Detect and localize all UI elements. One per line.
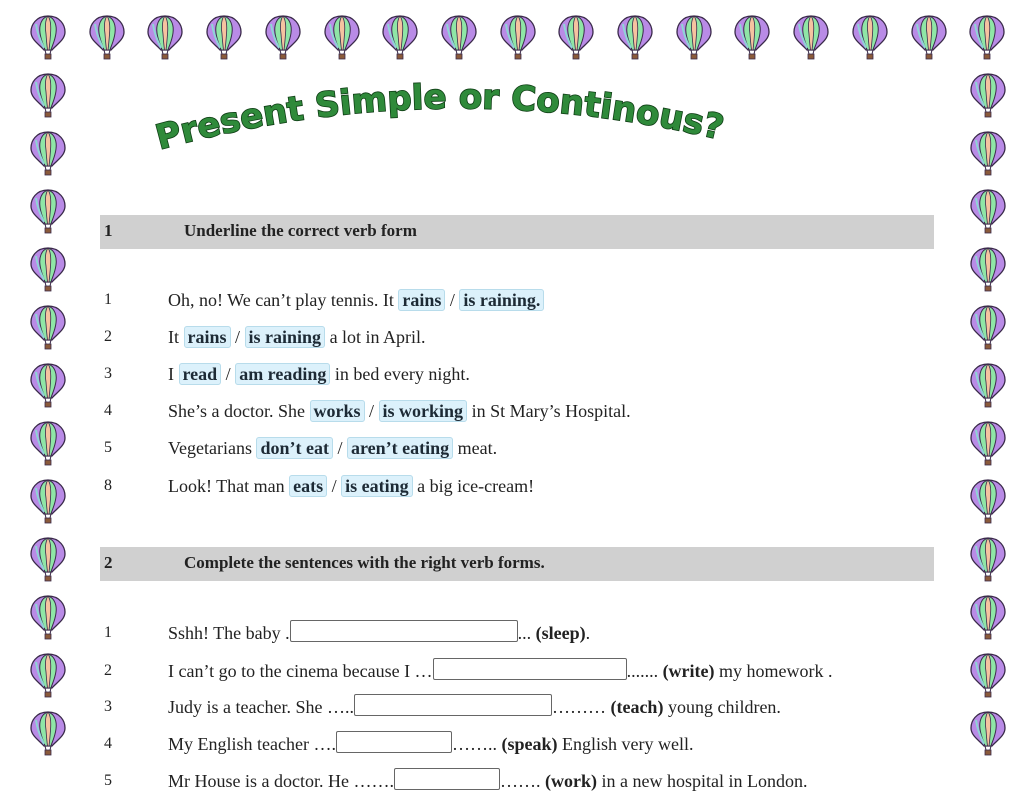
dots: .......	[626, 661, 663, 681]
sentence-text: I	[168, 364, 179, 384]
hot-air-balloon-icon	[615, 14, 655, 60]
verb-option-1[interactable]: don’t eat	[256, 437, 333, 459]
hot-air-balloon-icon	[909, 14, 949, 60]
verb-option-2[interactable]: is raining	[245, 326, 326, 348]
verb-hint: (teach)	[610, 697, 664, 717]
sentence-text: She’s a doctor. She	[168, 401, 310, 421]
item-number: 4	[104, 735, 112, 752]
dots: ……..	[451, 734, 502, 754]
answer-field[interactable]	[336, 731, 452, 753]
dots: …….	[499, 771, 545, 791]
hot-air-balloon-icon	[28, 246, 68, 292]
hot-air-balloon-icon	[28, 362, 68, 408]
hot-air-balloon-icon	[322, 14, 362, 60]
option-separator: /	[364, 401, 379, 421]
hot-air-balloon-icon	[732, 14, 772, 60]
sentence-text: .	[585, 623, 591, 643]
hot-air-balloon-icon	[28, 594, 68, 640]
hot-air-balloon-icon	[28, 130, 68, 176]
sentence-text: a big ice-cream!	[412, 476, 535, 496]
hot-air-balloon-icon	[968, 72, 1008, 118]
dots: ………	[551, 697, 611, 717]
hot-air-balloon-icon	[968, 420, 1008, 466]
sentence-text: Look! That man	[168, 476, 290, 496]
hot-air-balloon-icon	[87, 14, 127, 60]
item-number: 2	[104, 328, 112, 345]
verb-option-1[interactable]: read	[179, 363, 222, 385]
sentence-text: my homework .	[714, 661, 833, 681]
hot-air-balloon-icon	[968, 188, 1008, 234]
hot-air-balloon-icon	[28, 478, 68, 524]
item-number: 1	[104, 291, 112, 308]
section-1-header	[100, 215, 934, 249]
hot-air-balloon-icon	[967, 14, 1007, 60]
item-number: 2	[104, 662, 112, 679]
sentence-text: in St Mary’s Hospital.	[467, 401, 631, 421]
item-number: 3	[104, 365, 112, 382]
verb-option-2[interactable]: am reading	[235, 363, 330, 385]
verb-hint: (speak)	[501, 734, 558, 754]
answer-field[interactable]	[354, 694, 552, 716]
hot-air-balloon-icon	[791, 14, 831, 60]
hot-air-balloon-icon	[968, 536, 1008, 582]
hot-air-balloon-icon	[968, 304, 1008, 350]
hot-air-balloon-icon	[28, 420, 68, 466]
hot-air-balloon-icon	[498, 14, 538, 60]
verb-option-2[interactable]: is eating	[341, 475, 413, 497]
sentence-text: in bed every night.	[330, 364, 470, 384]
option-separator: /	[221, 364, 236, 384]
sentence-text: young children.	[663, 697, 781, 717]
hot-air-balloon-icon	[968, 130, 1008, 176]
verb-option-1[interactable]: rains	[184, 326, 231, 348]
hot-air-balloon-icon	[968, 362, 1008, 408]
hot-air-balloon-icon	[145, 14, 185, 60]
item-number: 1	[104, 624, 112, 641]
hot-air-balloon-icon	[28, 72, 68, 118]
verb-hint: (sleep)	[535, 623, 586, 643]
option-separator: /	[445, 290, 460, 310]
verb-option-1[interactable]: eats	[289, 475, 327, 497]
hot-air-balloon-icon	[850, 14, 890, 60]
sentence-text: English very well.	[557, 734, 694, 754]
svg-text:Present Simple or Continous?: Present Simple or Continous?	[151, 78, 728, 159]
answer-field[interactable]	[394, 768, 500, 790]
verb-hint: (write)	[662, 661, 715, 681]
hot-air-balloon-icon	[28, 710, 68, 756]
hot-air-balloon-icon	[263, 14, 303, 60]
sentence-text: Sshh! The baby .	[168, 623, 290, 643]
hot-air-balloon-icon	[556, 14, 596, 60]
verb-option-2[interactable]: aren’t eating	[347, 437, 453, 459]
hot-air-balloon-icon	[28, 304, 68, 350]
sentence-text: My English teacher ….	[168, 734, 336, 754]
hot-air-balloon-icon	[28, 536, 68, 582]
sentence-text: Mr House is a doctor. He …….	[168, 771, 394, 791]
hot-air-balloon-icon	[968, 246, 1008, 292]
answer-field[interactable]	[290, 620, 518, 642]
hot-air-balloon-icon	[968, 710, 1008, 756]
sentence-text: Judy is a teacher. She …..	[168, 697, 354, 717]
verb-option-1[interactable]: rains	[398, 289, 445, 311]
hot-air-balloon-icon	[968, 478, 1008, 524]
item-number: 5	[104, 439, 112, 456]
verb-option-2[interactable]: is working	[379, 400, 468, 422]
section-title: Underline the correct verb form	[184, 221, 417, 240]
section-title: Complete the sentences with the right verb forms.	[184, 553, 545, 572]
answer-field[interactable]	[433, 658, 627, 680]
item-number: 5	[104, 772, 112, 789]
hot-air-balloon-icon	[28, 188, 68, 234]
sentence-text: a lot in April.	[325, 327, 426, 347]
hot-air-balloon-icon	[28, 652, 68, 698]
sentence-text: meat.	[453, 438, 498, 458]
sentence-text: Oh, no! We can’t play tennis. It	[168, 290, 399, 310]
verb-hint: (work)	[544, 771, 597, 791]
hot-air-balloon-icon	[674, 14, 714, 60]
hot-air-balloon-icon	[380, 14, 420, 60]
dots: ...	[517, 623, 536, 643]
section-number: 2	[104, 553, 113, 572]
verb-option-1[interactable]: works	[310, 400, 365, 422]
hot-air-balloon-icon	[28, 14, 68, 60]
sentence-text: in a new hospital in London.	[596, 771, 808, 791]
verb-option-2[interactable]: is raining.	[459, 289, 544, 311]
item-number: 3	[104, 698, 112, 715]
section-2-header	[100, 547, 934, 581]
item-number: 8	[104, 477, 112, 494]
option-separator: /	[327, 476, 342, 496]
option-separator: /	[230, 327, 245, 347]
sentence-text: I can’t go to the cinema because I …	[168, 661, 433, 681]
hot-air-balloon-icon	[968, 652, 1008, 698]
option-separator: /	[332, 438, 347, 458]
worksheet-title	[150, 78, 730, 168]
section-number: 1	[104, 221, 113, 240]
hot-air-balloon-icon	[968, 594, 1008, 640]
sentence-text: Vegetarians	[168, 438, 257, 458]
hot-air-balloon-icon	[439, 14, 479, 60]
sentence-text: It	[168, 327, 184, 347]
hot-air-balloon-icon	[204, 14, 244, 60]
item-number: 4	[104, 402, 112, 419]
